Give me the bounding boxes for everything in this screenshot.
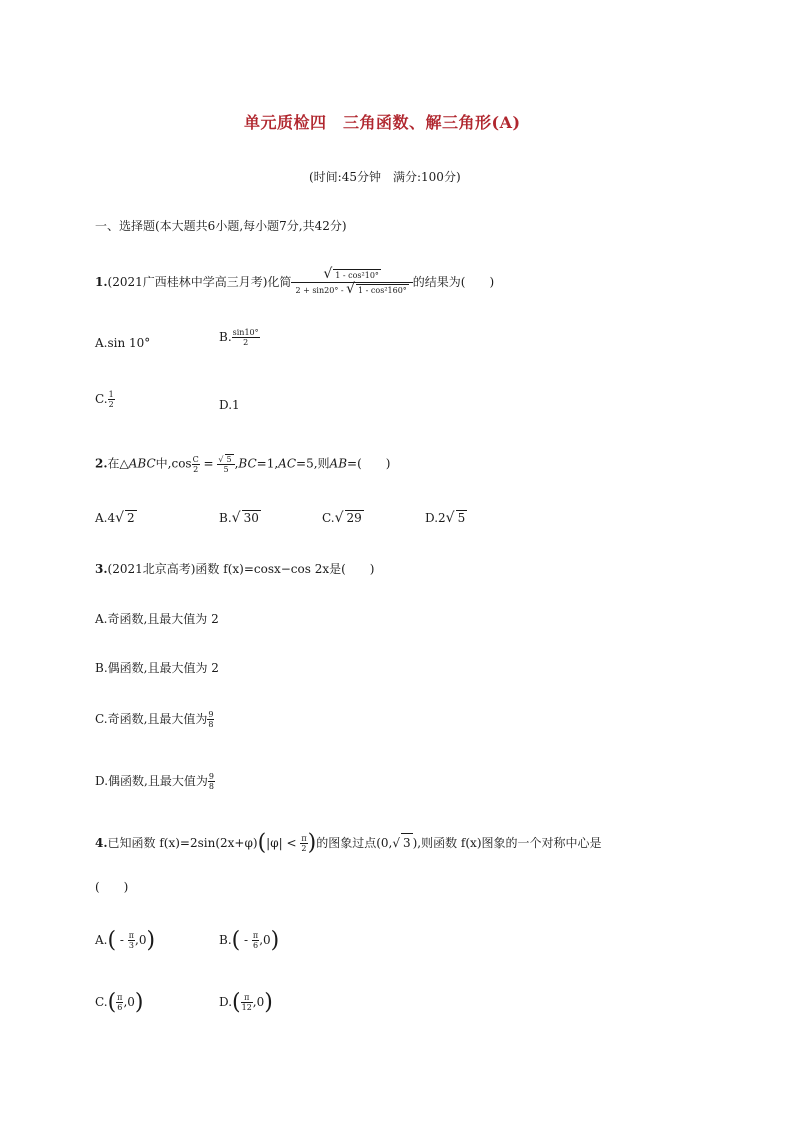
question-number: 3. xyxy=(95,562,108,576)
half-angle-fraction xyxy=(192,455,200,474)
value-fraction xyxy=(217,454,234,474)
radicand: 1 - cos²10° xyxy=(335,271,379,280)
left-paren: ( xyxy=(107,928,117,953)
denominator: 5 xyxy=(223,465,229,474)
triangle-name: ABC xyxy=(128,456,156,471)
option-a[interactable]: A.奇函数,且最大值为 2 xyxy=(95,612,219,626)
option-label: A.4 xyxy=(95,511,116,525)
option-b[interactable] xyxy=(219,510,261,526)
denominator-text: 2 + sin20° - xyxy=(295,286,347,295)
denominator: 12 xyxy=(241,1003,252,1012)
question-stem: (2021北京高考)函数 f(x)=cosx−cos 2x是( ) xyxy=(107,562,375,576)
condition-text: |φ| < xyxy=(266,836,301,850)
option-b[interactable] xyxy=(219,328,260,347)
denominator: 3 xyxy=(128,941,134,950)
radicand: 2 xyxy=(127,511,135,525)
radicand: 30 xyxy=(243,511,259,525)
option-b[interactable] xyxy=(219,928,279,953)
sqrt-sign: √ xyxy=(115,510,125,526)
stem-text: 的图象过点(0, xyxy=(316,836,393,850)
option-c[interactable] xyxy=(95,390,115,409)
numerator: 1 xyxy=(108,390,114,399)
stem-text: , xyxy=(234,456,239,471)
right-paren: ) xyxy=(146,928,156,953)
denominator: 8 xyxy=(208,782,214,791)
option-d[interactable] xyxy=(219,990,273,1015)
stem-text: =1, xyxy=(256,456,279,471)
denominator: 6 xyxy=(117,1003,123,1012)
fraction xyxy=(232,328,260,347)
question-3 xyxy=(95,560,375,578)
radicand: 1 - cos²160° xyxy=(358,286,407,295)
stem-text: ),则函数 f(x)图象的一个对称中心是 xyxy=(412,836,602,850)
radicand: 29 xyxy=(346,511,362,525)
question-number: 1. xyxy=(95,275,108,289)
left-paren: ( xyxy=(232,990,241,1015)
numerator: 9 xyxy=(208,772,214,781)
denominator: 6 xyxy=(253,941,259,950)
sqrt-sign: √ xyxy=(218,455,224,464)
question-4 xyxy=(95,830,602,856)
option-c[interactable] xyxy=(95,990,143,1015)
denominator: 2 xyxy=(193,464,199,474)
sqrt-sign: √ xyxy=(445,510,455,526)
page-title: 单元质检四 三角函数、解三角形(A) xyxy=(244,113,521,132)
fraction xyxy=(208,772,215,791)
option-label: B. xyxy=(219,330,232,344)
stem-text: 在△ xyxy=(107,456,129,471)
denominator: 2 xyxy=(301,844,307,853)
option-label: D.2 xyxy=(425,511,446,525)
coordinate-zero: ,0 xyxy=(123,995,135,1009)
option-label: D. xyxy=(219,995,233,1009)
numerator: π xyxy=(241,993,253,1003)
option-d[interactable]: D.1 xyxy=(219,398,240,412)
denominator: 2 xyxy=(243,338,249,347)
coordinate-zero: ,0 xyxy=(259,933,271,947)
sqrt-sign: √ xyxy=(346,281,356,297)
numerator: π xyxy=(252,931,259,940)
option-label: C. xyxy=(95,392,108,406)
right-paren: ) xyxy=(270,928,280,953)
numerator: π xyxy=(128,931,135,940)
option-label: C. xyxy=(322,511,335,525)
answer-blank: ( ) xyxy=(95,880,129,894)
minus-sign: - xyxy=(116,933,128,947)
stem-text: 中,cos xyxy=(155,456,192,471)
sqrt-sign: √ xyxy=(323,266,333,282)
fraction xyxy=(128,931,135,950)
option-a[interactable] xyxy=(95,928,155,953)
numerator: sin10° xyxy=(232,328,259,337)
option-c[interactable] xyxy=(95,710,214,729)
radicand: 5 xyxy=(226,455,232,464)
denominator: 2 xyxy=(108,400,114,409)
stem-text: 已知函数 f(x)=2sin(2x+φ) xyxy=(107,836,258,850)
fraction xyxy=(207,710,214,729)
option-c[interactable] xyxy=(322,510,364,526)
option-d[interactable] xyxy=(95,772,215,791)
equals-sign: = xyxy=(199,456,218,471)
sqrt-sign: √ xyxy=(392,836,400,850)
option-text: D.偶函数,且最大值为 xyxy=(95,774,208,788)
side-ac: AC xyxy=(278,456,297,471)
numerator: π xyxy=(301,834,307,843)
option-label: A. xyxy=(95,933,108,947)
radicand: 5 xyxy=(457,511,466,525)
stem-text: =( ) xyxy=(347,456,391,471)
option-label: B. xyxy=(219,933,232,947)
right-paren: ) xyxy=(264,990,273,1015)
question-1 xyxy=(95,268,494,297)
option-label: C. xyxy=(95,995,108,1009)
numerator: C xyxy=(192,454,199,464)
side-bc: BC xyxy=(238,456,257,471)
left-paren: ( xyxy=(231,928,241,953)
minus-sign: - xyxy=(240,933,252,947)
option-label: B. xyxy=(219,511,232,525)
exam-meta: (时间:45分钟 满分:100分) xyxy=(309,170,461,184)
right-paren: ) xyxy=(307,830,317,856)
section-heading: 一、选择题(本大题共6小题,每小题7分,共42分) xyxy=(95,219,347,233)
numerator: π xyxy=(117,993,123,1002)
fraction xyxy=(300,834,307,853)
option-text: C.奇函数,且最大值为 xyxy=(95,712,208,726)
option-a[interactable] xyxy=(95,510,137,526)
sqrt-sign: √ xyxy=(231,510,241,526)
coordinate-zero: ,0 xyxy=(252,995,265,1009)
fraction xyxy=(108,390,115,409)
left-paren: ( xyxy=(107,990,117,1015)
left-paren: ( xyxy=(257,830,267,856)
denominator: 8 xyxy=(208,720,214,729)
numerator: 9 xyxy=(208,710,214,719)
fraction xyxy=(241,993,253,1012)
expression-fraction xyxy=(291,268,412,297)
coordinate-zero: ,0 xyxy=(135,933,147,947)
option-b[interactable]: B.偶函数,且最大值为 2 xyxy=(95,661,219,675)
option-d[interactable] xyxy=(425,510,467,526)
question-number: 4. xyxy=(95,836,108,850)
question-stem-end: 的结果为( ) xyxy=(412,275,495,289)
side-ab: AB xyxy=(329,456,348,471)
sqrt-sign: √ xyxy=(334,510,344,526)
question-stem: (2021广西桂林中学高三月考)化简 xyxy=(107,275,292,289)
stem-text: =5,则 xyxy=(296,456,330,471)
right-paren: ) xyxy=(134,990,144,1015)
radicand: 3 xyxy=(401,833,413,852)
question-2 xyxy=(95,454,390,474)
question-number: 2. xyxy=(95,456,108,471)
option-a[interactable]: A.sin 10° xyxy=(95,336,151,350)
